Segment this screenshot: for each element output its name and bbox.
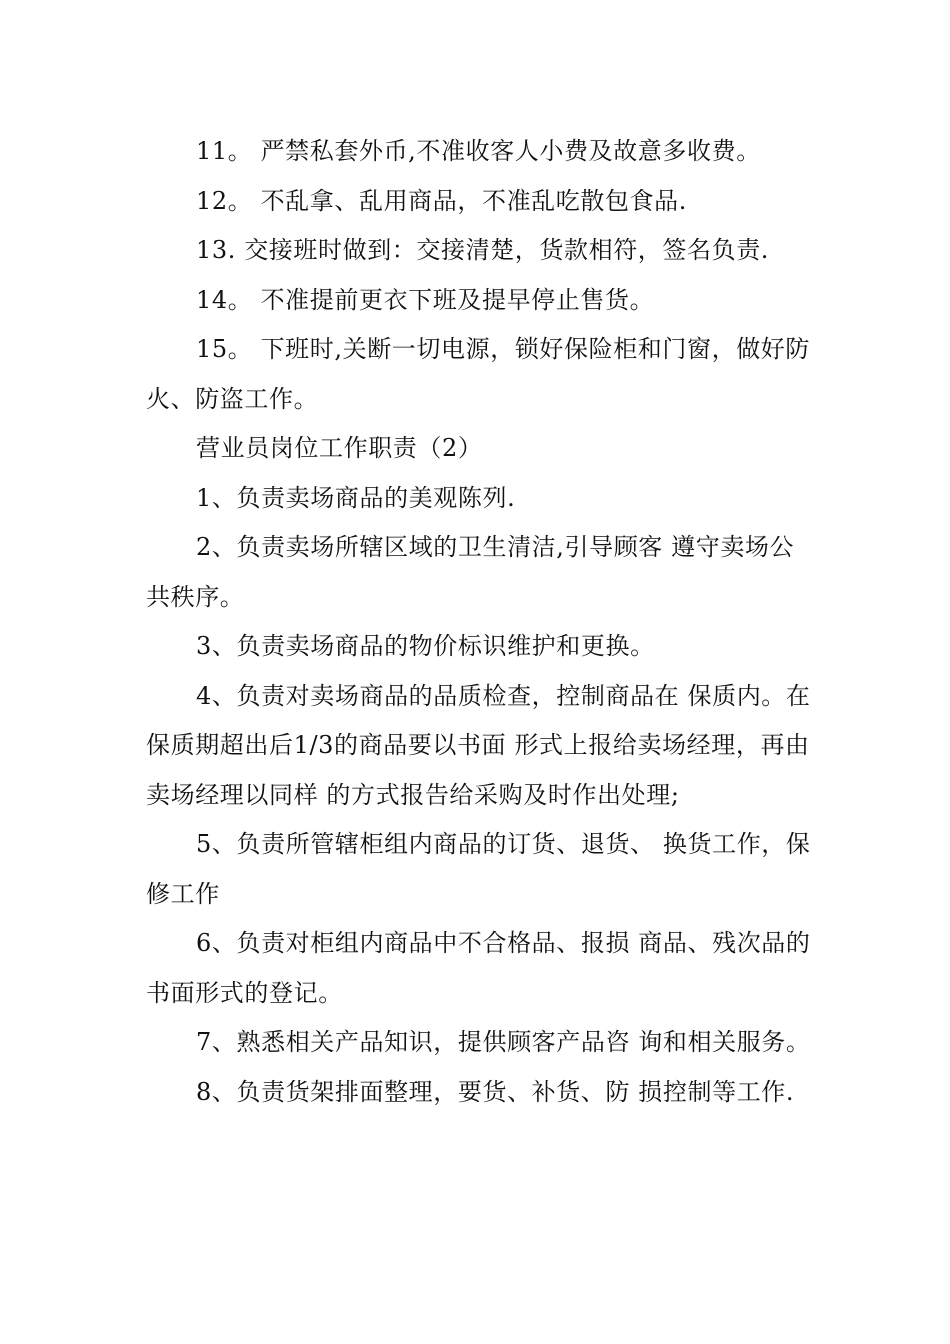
- duty-paragraph-7: 7、熟悉相关产品知识，提供顾客产品咨 询和相关服务。: [196, 1028, 811, 1056]
- duty-paragraph-4: 4、负责对卖场商品的品质检查，控制商品在 保质内。在保质期超出后1/3的商品要以书面 形式上报给卖场经理，再由卖场经理以同样 的方式报告给采购及时作出处理;: [146, 681, 811, 809]
- rule-paragraph-15: 15。 下班时,关断一切电源，锁好保险柜和门窗，做好防火、防盗工作。: [146, 335, 810, 413]
- rule-paragraph-11: 11。 严禁私套外币,不准收客人小费及故意多收费。: [196, 137, 761, 165]
- rule-paragraph-13: 13. 交接班时做到：交接清楚，货款相符，签名负责.: [196, 236, 770, 264]
- duty-paragraph-6: 6、负责对柜组内商品中不合格品、报损 商品、残次品的书面形式的登记。: [146, 929, 811, 1007]
- duty-paragraph-8: 8、负责货架排面整理，要货、补货、防 损控制等工作.: [196, 1077, 795, 1106]
- duty-paragraph-1: 1、负责卖场商品的美观陈列.: [196, 483, 516, 512]
- rule-paragraph-12: 12。 不乱拿、乱用商品，不准乱吃散包食品.: [196, 186, 687, 215]
- duty-paragraph-5: 5、负责所管辖柜组内商品的订货、退货、 换货工作，保修工作: [146, 830, 811, 908]
- document-body: [146, 127, 811, 1117]
- rule-paragraph-14: 14。 不准提前更衣下班及提早停止售货。: [196, 285, 655, 314]
- duty-paragraph-3: 3、负责卖场商品的物价标识维护和更换。: [196, 632, 655, 660]
- section-heading: 营业员岗位工作职责（2）: [196, 434, 483, 462]
- duty-paragraph-2: 2、负责卖场所辖区域的卫生清洁,引导顾客 遵守卖场公共秩序。: [146, 533, 795, 611]
